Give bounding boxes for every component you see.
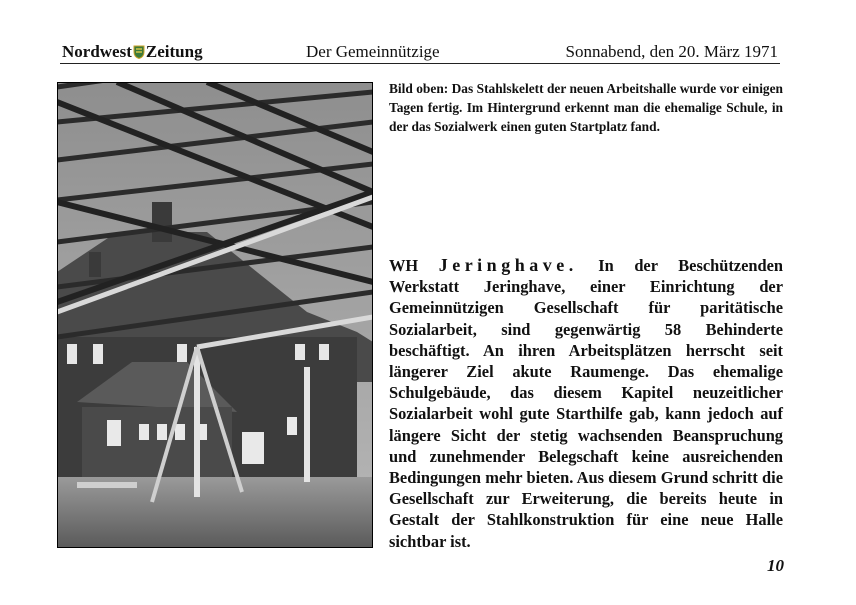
article-text: In der Beschützenden Werkstatt Jeringhave, einer Einrichtung der Gemeinnützigen Gesellschaft für paritätische Sozialarbeit, sind gegenwärtig 58 Behinderte beschäftigt. An ihren Arbeitsplätzen herrscht seit längerer Ziel akute Raumenge. Das ehemalige Schulgebäude, das diesem Kapitel neuzeitlicher Sozialarbeit wohl gute Starthilfe gab, kann jedoch auf längere Sicht der stetig wachsenden Beanspruchung und zunehmender Belegschaft keine ausreichenden Bedingungen mehr bieten. Aus diesem Grund schritt die Gesellschaft zur Erweiterung, die bereits heute in Gestalt der Stahlkonstruktion für eine neue Halle sichtbar ist. [389, 256, 783, 551]
newspaper-brand [62, 41, 203, 63]
coat-of-arms-icon [133, 45, 145, 59]
author-initials: WH [389, 256, 419, 275]
issue-date: Sonnabend, den 20. März 1971 [565, 42, 778, 61]
place-name: Jeringhave. [438, 255, 578, 275]
section-title: Der Gemeinnützige [306, 42, 440, 61]
photo-caption: Bild oben: Das Stahlskelett der neuen Arbeitshalle wurde vor einigen Tagen fertig. Im Hintergrund erkennt man die ehemalige Schule, in der das Sozialwerk einen guten Startplatz fand. [389, 81, 783, 134]
steel-frame-photo [57, 82, 373, 548]
page-number: 10 [767, 556, 784, 575]
newspaper-header [60, 41, 780, 64]
photo-illustration [57, 82, 373, 548]
article-body [389, 255, 783, 552]
brand-name-right: Zeitung [145, 42, 203, 61]
brand-name-left: Nordwest [62, 42, 132, 61]
